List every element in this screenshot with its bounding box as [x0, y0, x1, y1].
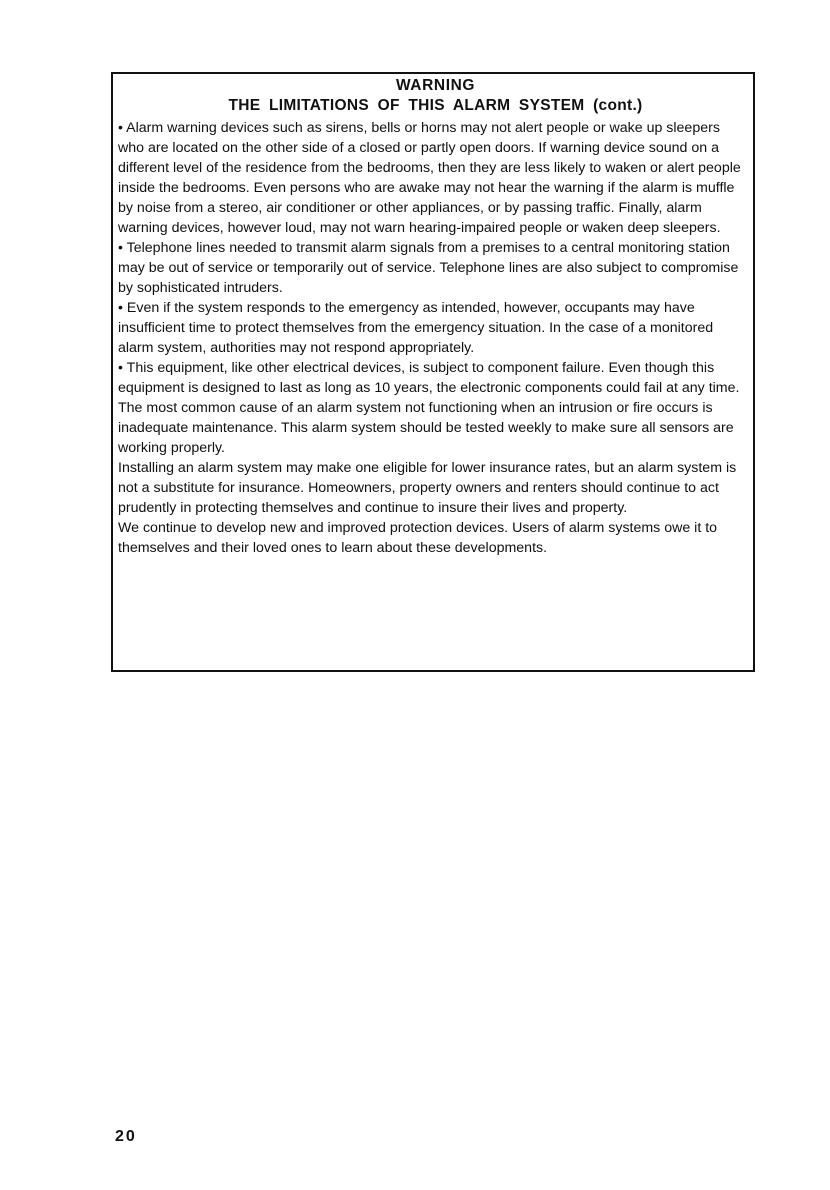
paragraph-telephone-lines: • Telephone lines needed to transmit alarm signals from a premises to a central monitoring station may be out of service or temporarily out of service. Telephone lines are also subject to compromise by sophisticated intruders. [118, 240, 739, 296]
warning-title: WARNING [395, 77, 476, 94]
paragraph-emergency-response: • Even if the system responds to the emergency as intended, however, occupants may have insufficient time to protect themselves from the emergency situation. In the case of a monitored alarm system, authorities may not respond appropriately. [118, 300, 714, 356]
paragraph-sirens: • Alarm warning devices such as sirens, bells or horns may not alert people or wake up sleepers who are located on the other side of a closed or partly open doors. If warning device sound on a different level of the residence from the bedrooms, then they are less likely to waken or alert people inside the bedrooms. Even persons who are awake may not hear the warning if the alarm is muffle by noise from a stereo, air conditioner or other appliances, or by passing traffic. Finally, alarm warning devices, however loud, may not warn hearing-impaired people or waken deep sleepers. [118, 120, 741, 236]
warning-subtitle: THE LIMITATIONS OF THIS ALARM SYSTEM (cont.) [228, 97, 643, 114]
paragraph-insurance: Installing an alarm system may make one eligible for lower insurance rates, but an alarm system is not a substitute for insurance. Homeowners, property owners and renters should continue to act prudently in protecting themselves and continue to insure their lives and property. [118, 460, 737, 516]
paragraph-component-failure: • This equipment, like other electrical devices, is subject to component failure. Even though this equipment is designed to last as long as 10 years, the electronic components could fail at any time. [118, 360, 740, 396]
paragraph-maintenance: The most common cause of an alarm system not functioning when an intrusion or fire occurs is inadequate maintenance. This alarm system should be tested weekly to make sure all sensors are working properly. [118, 400, 734, 456]
paragraph-developments: We continue to develop new and improved protection devices. Users of alarm systems owe it to themselves and their loved ones to learn about these developments. [118, 520, 718, 556]
page-number: 20 [115, 1128, 137, 1145]
warning-box [111, 72, 755, 672]
